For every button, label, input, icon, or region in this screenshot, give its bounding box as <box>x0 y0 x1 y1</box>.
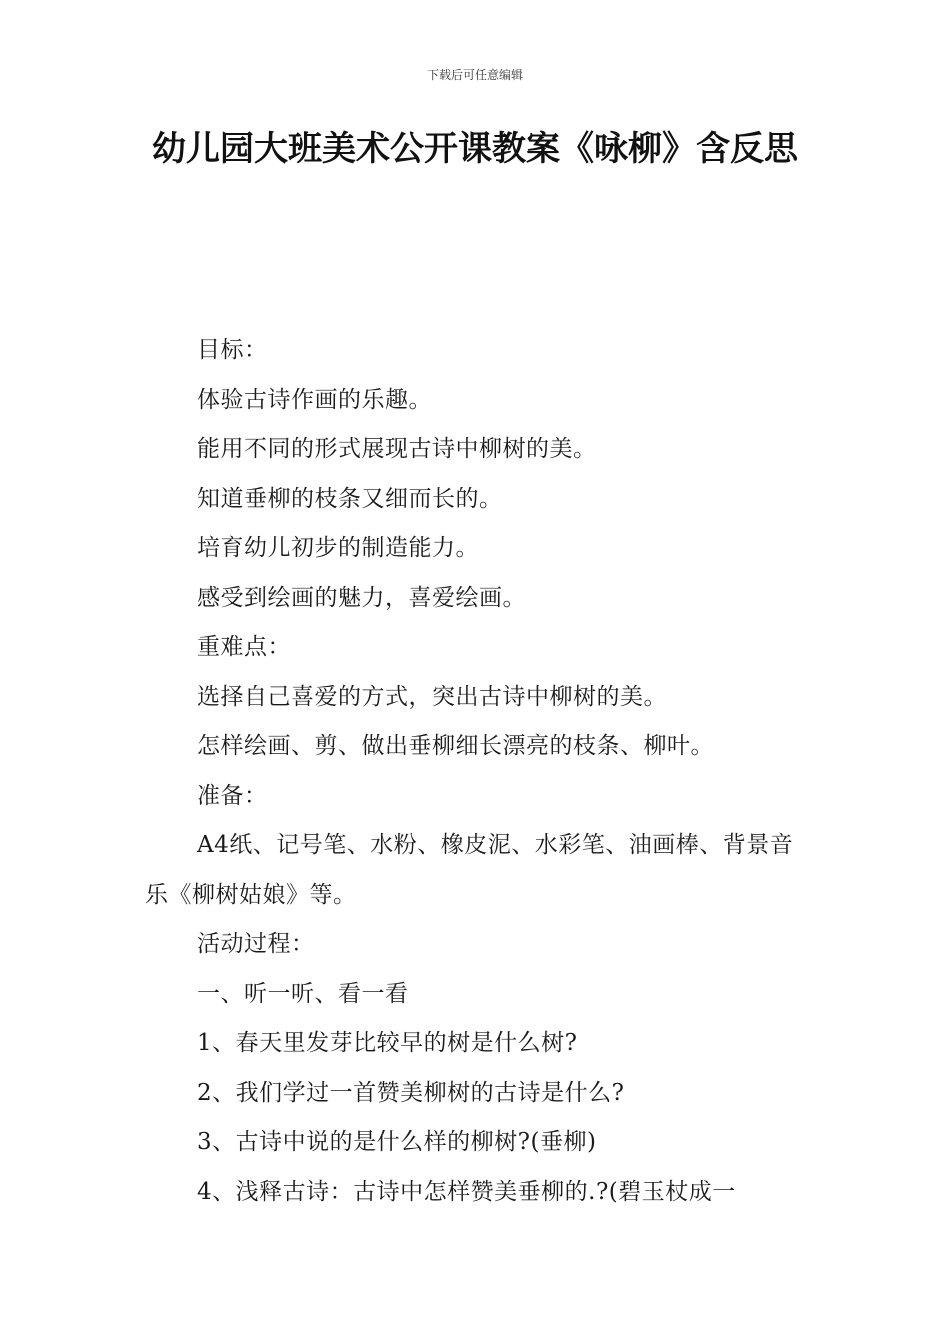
paragraph: 1、春天里发芽比较早的树是什么树? <box>197 1030 578 1056</box>
paragraph: 感受到绘画的魅力，喜爱绘画。 <box>197 584 526 611</box>
paragraph: 怎样绘画、剪、做出垂柳细长漂亮的枝条、柳叶。 <box>197 733 714 759</box>
paragraph: 准备： <box>197 782 268 809</box>
paragraph: 培育幼儿初步的制造能力。 <box>197 535 479 561</box>
paragraph: 2、我们学过一首赞美柳树的古诗是什么? <box>197 1079 625 1106</box>
paragraph: 重难点： <box>197 634 291 660</box>
document-body <box>145 326 807 1217</box>
paragraph: 3、古诗中说的是什么样的柳树?(垂柳) <box>197 1129 597 1155</box>
paragraph: 活动过程： <box>197 931 315 957</box>
paragraph: 能用不同的形式展现古诗中柳树的美。 <box>197 436 597 462</box>
paragraph: 选择自己喜爱的方式，突出古诗中柳树的美。 <box>197 683 667 710</box>
header-note: 下载后可任意编辑 <box>426 68 523 82</box>
paragraph: 知道垂柳的枝条又细而长的。 <box>197 485 503 512</box>
document-title: 幼儿园大班美术公开课教案《咏柳》含反思 <box>152 129 798 169</box>
paragraph: 4、浅释古诗：古诗中怎样赞美垂柳的.?(碧玉杖成一 <box>197 1178 736 1205</box>
paragraph: 一、听一听、看一看 <box>197 980 409 1007</box>
paragraph: 目标： <box>197 337 268 363</box>
paragraph: A4纸、记号笔、水粉、橡皮泥、水彩笔、油画棒、背景音乐《柳树姑娘》等。 <box>145 832 794 908</box>
paragraph: 体验古诗作画的乐趣。 <box>197 386 432 413</box>
